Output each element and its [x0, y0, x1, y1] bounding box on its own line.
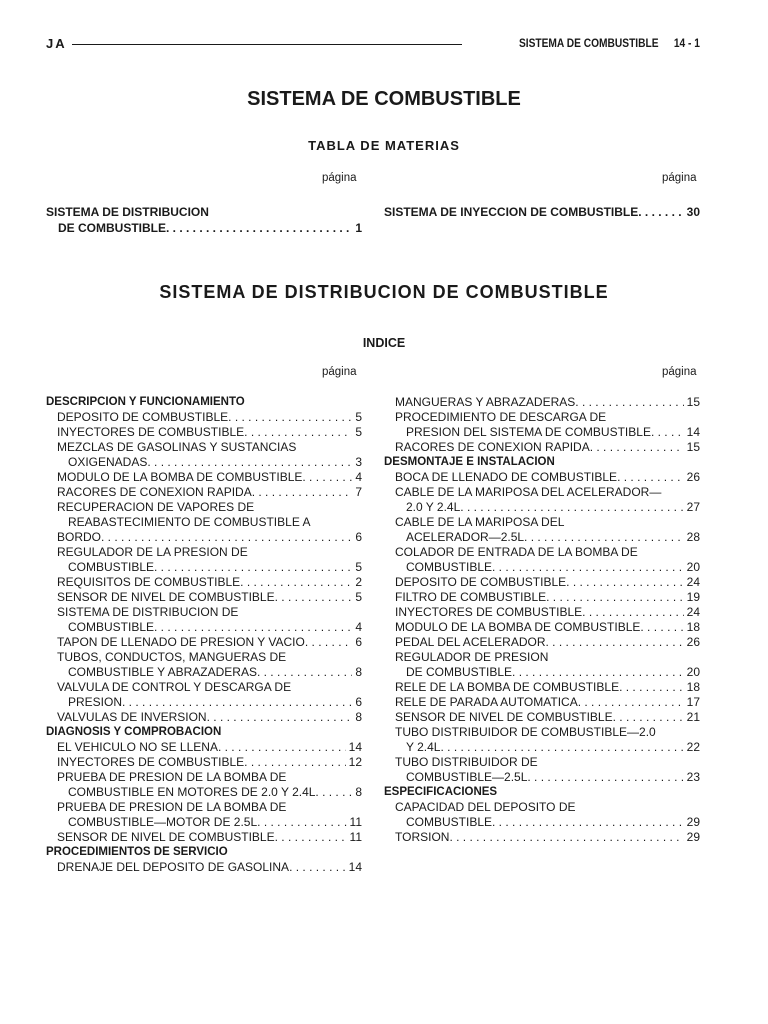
leader-dots [527, 770, 683, 785]
index-page-number: 3 [355, 455, 362, 469]
index-entry-label: ACELERADOR—2.5L [406, 530, 525, 544]
leader-dots [244, 425, 352, 440]
leader-dots [275, 590, 353, 605]
index-entry-row [395, 770, 700, 785]
index-entry-label: BOCA DE LLENADO DE COMBUSTIBLE [395, 470, 618, 484]
index-entry-row [395, 620, 700, 635]
index-entry[interactable] [46, 500, 362, 545]
index-entry[interactable] [384, 590, 700, 605]
index-entry-label: COMBUSTIBLE—MOTOR DE 2.5L [68, 815, 258, 829]
index-entry-row [57, 860, 362, 875]
leader-dots [240, 575, 352, 590]
index-page-number: 4 [355, 620, 362, 634]
index-page-number: 6 [355, 635, 362, 649]
index-entry[interactable] [384, 725, 700, 755]
index-page-number: 27 [686, 500, 700, 514]
index-page-number: 11 [349, 815, 362, 829]
index-entry-label: DE COMBUSTIBLE [406, 665, 513, 679]
index-entry[interactable] [46, 410, 362, 425]
section-title: SISTEMA DE DISTRIBUCION DE COMBUSTIBLE [159, 282, 609, 302]
index-entry-row [395, 605, 700, 620]
index-entry-label: PRESION [68, 695, 123, 709]
index-entry[interactable] [384, 680, 700, 695]
index-page-number: 5 [355, 590, 362, 604]
index-entry[interactable] [46, 440, 362, 470]
leader-dots [524, 530, 684, 545]
index-entry[interactable] [384, 470, 700, 485]
index-entry-row [395, 680, 700, 695]
index-entry[interactable] [46, 650, 362, 680]
toc-line: SISTEMA DE DISTRIBUCION [46, 205, 209, 219]
index-entry-row [395, 500, 700, 515]
index-page-number: 6 [355, 695, 362, 709]
index-page-number: 19 [686, 590, 700, 604]
leader-dots [492, 560, 684, 575]
leader-dots [651, 425, 684, 440]
leader-dots [154, 560, 352, 575]
index-entry-label: MODULO DE LA BOMBA DE COMBUSTIBLE [57, 470, 303, 484]
index-entry-label: COMBUSTIBLE [68, 620, 155, 634]
index-entry[interactable] [384, 410, 700, 440]
index-entry-label: SENSOR DE NIVEL DE COMBUSTIBLE [57, 590, 275, 604]
index-entry-row [57, 815, 362, 830]
running-header [46, 36, 700, 54]
index-entry[interactable] [46, 800, 362, 830]
header-page-number: 14 - 1 [673, 36, 700, 50]
leader-dots [546, 635, 684, 650]
index-page-number: 22 [686, 740, 700, 754]
index-entry-label: COMBUSTIBLE [68, 560, 155, 574]
index-entry-label: INYECTORES DE COMBUSTIBLE [57, 755, 245, 769]
leader-dots [257, 815, 346, 830]
toc-label: DE COMBUSTIBLE [58, 221, 166, 235]
index-entry-line: REABASTECIMIENTO DE COMBUSTIBLE A [68, 515, 311, 529]
index-entry-row [395, 575, 700, 590]
leader-dots [492, 815, 684, 830]
index-page-number: 12 [348, 755, 362, 769]
index-entry-label: TORSION [395, 830, 450, 844]
index-page-number: 24 [686, 575, 700, 589]
index-entry-row [57, 620, 362, 635]
leader-dots [154, 620, 352, 635]
index-column-right [384, 395, 700, 845]
index-entry-label: FILTRO DE COMBUSTIBLE [395, 590, 547, 604]
index-entry-label: RACORES DE CONEXION RAPIDA [395, 440, 590, 454]
index-entry[interactable] [384, 635, 700, 650]
index-page-number: 15 [686, 440, 700, 454]
index-page-number: 24 [686, 605, 700, 619]
index-entry[interactable] [46, 425, 362, 440]
index-entry-row [57, 575, 362, 590]
index-entry-line: PROCEDIMIENTO DE DESCARGA DE [395, 410, 607, 424]
leader-dots [613, 710, 684, 725]
index-entry[interactable] [384, 710, 700, 725]
index-page-number: 23 [686, 770, 700, 784]
index-entry[interactable] [46, 755, 362, 770]
index-entry-label: TAPON DE LLENADO DE PRESION Y VACIO [57, 635, 305, 649]
index-page-number: 17 [686, 695, 700, 709]
index-entry-row [395, 635, 700, 650]
index-entry[interactable] [46, 830, 362, 845]
index-group-heading: PROCEDIMIENTOS DE SERVICIO [46, 846, 228, 858]
index-entry-label: PEDAL DEL ACELERADOR [395, 635, 546, 649]
index-entry-line: REGULADOR DE LA PRESION DE [57, 545, 248, 559]
index-entry[interactable] [384, 545, 700, 575]
index-entry-line: SISTEMA DE DISTRIBUCION DE [57, 605, 239, 619]
index-page-number: 14 [348, 740, 362, 754]
index-entry-line: CAPACIDAD DEL DEPOSITO DE [395, 800, 576, 814]
toc-page-number: 1 [355, 221, 362, 235]
leader-dots [582, 605, 683, 620]
index-entry[interactable] [384, 395, 700, 410]
leader-dots [228, 410, 352, 425]
index-entry-line: TUBO DISTRIBUIDOR DE COMBUSTIBLE—2.0 [395, 725, 656, 739]
index-entry-label: Y 2.4L [406, 740, 441, 754]
index-entry-line: RECUPERACION DE VAPORES DE [57, 500, 255, 514]
index-entry-label: DRENAJE DEL DEPOSITO DE GASOLINA [57, 860, 290, 874]
index-entry-line: TUBOS, CONDUCTOS, MANGUERAS DE [57, 650, 287, 664]
index-entry-row [395, 395, 700, 410]
index-entry-label: COMBUSTIBLE—2.5L [406, 770, 528, 784]
index-entry-row [57, 455, 362, 470]
index-entry-label: 2.0 Y 2.4L [406, 500, 461, 514]
index-entry-row [395, 440, 700, 455]
index-entry-line: TUBO DISTRIBUIDOR DE [395, 755, 538, 769]
index-entry-row [395, 740, 700, 755]
index-entry-label: INYECTORES DE COMBUSTIBLE [57, 425, 245, 439]
toc-row [384, 204, 700, 220]
index-page-number: 28 [686, 530, 700, 544]
index-page-number: 15 [686, 395, 700, 409]
index-entry-row [57, 695, 362, 710]
index-entry[interactable] [384, 575, 700, 590]
index-page-number: 8 [355, 665, 362, 679]
index-entry-label: RELE DE PARADA AUTOMATICA [395, 695, 578, 709]
index-entry-line: COLADOR DE ENTRADA DE LA BOMBA DE [395, 545, 638, 559]
leader-dots [449, 830, 683, 845]
index-entry-label: COMBUSTIBLE [406, 815, 493, 829]
index-entry-row [57, 665, 362, 680]
index-entry-line: CABLE DE LA MARIPOSA DEL ACELERADOR— [395, 485, 662, 499]
index-page-number: 26 [686, 635, 700, 649]
leader-dots [575, 395, 683, 410]
header-section-title: SISTEMA DE COMBUSTIBLE [519, 36, 659, 50]
toc-page-label-right: página [662, 172, 697, 184]
index-entry[interactable] [384, 755, 700, 785]
index-entry[interactable] [384, 440, 700, 455]
index-entry-row [57, 755, 362, 770]
index-page-number: 5 [355, 410, 362, 424]
toc-row [46, 220, 362, 236]
index-entry-row [395, 815, 700, 830]
index-entry-row [395, 530, 700, 545]
index-entry-label: PRESION DEL SISTEMA DE COMBUSTIBLE [406, 425, 651, 439]
index-page-number: 8 [355, 785, 362, 799]
index-entry-row [395, 665, 700, 680]
index-entry-row [395, 830, 700, 845]
index-page-number: 20 [686, 665, 700, 679]
index-entry-label: DEPOSITO DE COMBUSTIBLE [395, 575, 567, 589]
index-page-number: 14 [686, 425, 700, 439]
index-entry-label: RELE DE LA BOMBA DE COMBUSTIBLE [395, 680, 620, 694]
index-entry[interactable] [46, 710, 362, 725]
leader-dots [101, 530, 352, 545]
leader-dots [166, 220, 351, 236]
index-entry-row [57, 635, 362, 650]
index-entry-row [395, 425, 700, 440]
index-page-number: 21 [686, 710, 700, 724]
leader-dots [147, 455, 352, 470]
index-entry-label: COMBUSTIBLE EN MOTORES DE 2.0 Y 2.4L [68, 785, 316, 799]
toc-page-label-left: página [322, 172, 357, 184]
index-entry-label: DEPOSITO DE COMBUSTIBLE [57, 410, 229, 424]
index-entry-row [57, 830, 362, 845]
leader-dots [638, 204, 682, 220]
index-page-label-right: página [662, 366, 697, 378]
index-entry[interactable] [384, 485, 700, 515]
index-entry-label: COMBUSTIBLE Y ABRAZADERAS [68, 665, 257, 679]
index-entry-label: SENSOR DE NIVEL DE COMBUSTIBLE [57, 830, 275, 844]
toc-entry-right[interactable] [384, 204, 700, 220]
leader-dots [617, 470, 684, 485]
leader-dots [460, 500, 683, 515]
index-entry-line: VALVULA DE CONTROL Y DESCARGA DE [57, 680, 292, 694]
index-entry[interactable] [46, 485, 362, 500]
index-entry-label: INYECTORES DE COMBUSTIBLE [395, 605, 583, 619]
index-entry-row [57, 710, 362, 725]
index-page-number: 18 [686, 680, 700, 694]
index-entry-line: PRUEBA DE PRESION DE LA BOMBA DE [57, 770, 287, 784]
index-entry-label: SENSOR DE NIVEL DE COMBUSTIBLE [395, 710, 613, 724]
index-page-number: 29 [686, 830, 700, 844]
leader-dots [590, 440, 684, 455]
leader-dots [578, 695, 684, 710]
index-entry-label: COMBUSTIBLE [406, 560, 493, 574]
index-group-heading: DESCRIPCION Y FUNCIONAMIENTO [46, 396, 245, 408]
index-page-number: 4 [355, 470, 362, 484]
index-entry-row [57, 470, 362, 485]
leader-dots [302, 470, 352, 485]
index-entry-row [395, 695, 700, 710]
toc-page-number: 30 [686, 205, 700, 219]
leader-dots [566, 575, 683, 590]
page-title: SISTEMA DE COMBUSTIBLE [247, 88, 521, 110]
index-group-heading: DIAGNOSIS Y COMPROBACION [46, 726, 222, 738]
index-entry-label: VALVULAS DE INVERSION [57, 710, 207, 724]
index-page-number: 20 [686, 560, 700, 574]
index-entry[interactable] [384, 605, 700, 620]
index-entry-row [395, 560, 700, 575]
index-entry-row [57, 410, 362, 425]
index-page-number: 8 [355, 710, 362, 724]
index-entry[interactable] [46, 545, 362, 575]
index-entry-label: EL VEHICULO NO SE LLENA [57, 740, 218, 754]
index-entry[interactable] [46, 860, 362, 875]
index-entry-line: REGULADOR DE PRESION [395, 650, 549, 664]
leader-dots [244, 755, 345, 770]
toc-label: SISTEMA DE INYECCION DE COMBUSTIBLE [384, 205, 639, 219]
index-page-label-left: página [322, 366, 357, 378]
leader-dots [619, 680, 684, 695]
index-entry-row [395, 710, 700, 725]
index-page-number: 26 [686, 470, 700, 484]
index-entry[interactable] [46, 635, 362, 650]
header-code: JA [46, 36, 67, 51]
index-entry[interactable] [46, 470, 362, 485]
index-entry[interactable] [384, 800, 700, 830]
index-entry[interactable] [384, 620, 700, 635]
leader-dots [275, 830, 347, 845]
index-entry[interactable] [384, 515, 700, 545]
index-entry-label: MANGUERAS Y ABRAZADERAS [395, 395, 576, 409]
index-heading: INDICE [362, 336, 406, 350]
index-group-heading: DESMONTAJE E INSTALACION [384, 456, 555, 468]
index-entry-label: OXIGENADAS [68, 455, 148, 469]
leader-dots [252, 485, 353, 500]
index-entry-label: REQUISITOS DE COMBUSTIBLE [57, 575, 241, 589]
leader-dots [640, 620, 683, 635]
index-entry[interactable] [384, 695, 700, 710]
leader-dots [122, 695, 352, 710]
index-entry[interactable] [46, 770, 362, 800]
index-entry-label: RACORES DE CONEXION RAPIDA [57, 485, 252, 499]
index-entry-row [395, 470, 700, 485]
toc-entry-left[interactable] [46, 204, 362, 236]
index-column-left [46, 395, 362, 875]
leader-dots [512, 665, 684, 680]
index-entry-row [57, 425, 362, 440]
index-page-number: 18 [686, 620, 700, 634]
index-entry-label: MODULO DE LA BOMBA DE COMBUSTIBLE [395, 620, 641, 634]
index-entry[interactable] [46, 680, 362, 710]
index-page-number: 7 [355, 485, 362, 499]
leader-dots [440, 740, 683, 755]
leader-dots [305, 635, 352, 650]
index-page-number: 5 [355, 425, 362, 439]
index-entry-line: PRUEBA DE PRESION DE LA BOMBA DE [57, 800, 287, 814]
contents-heading: TABLA DE MATERIAS [308, 138, 460, 153]
index-entry[interactable] [384, 830, 700, 845]
leader-dots [315, 785, 352, 800]
leader-dots [218, 740, 346, 755]
index-group-heading: ESPECIFICACIONES [384, 786, 498, 798]
index-entry[interactable] [46, 590, 362, 605]
header-right [519, 36, 700, 50]
index-entry-line: CABLE DE LA MARIPOSA DEL [395, 515, 565, 529]
index-entry-line: MEZCLAS DE GASOLINAS Y SUSTANCIAS [57, 440, 297, 454]
index-page-number: 29 [686, 815, 700, 829]
index-entry[interactable] [46, 575, 362, 590]
index-page-number: 14 [348, 860, 362, 874]
index-page-number: 11 [349, 830, 362, 844]
index-entry-row [57, 485, 362, 500]
index-entry-row [57, 590, 362, 605]
index-entry-row [57, 530, 362, 545]
header-rule [72, 44, 462, 45]
index-entry-row [57, 560, 362, 575]
index-page-number: 2 [355, 575, 362, 589]
leader-dots [289, 860, 346, 875]
index-entry-row [57, 740, 362, 755]
leader-dots [546, 590, 684, 605]
index-entry[interactable] [384, 650, 700, 680]
index-page-number: 6 [355, 530, 362, 544]
index-page-number: 5 [355, 560, 362, 574]
index-entry[interactable] [46, 740, 362, 755]
leader-dots [257, 665, 352, 680]
index-entry-label: BORDO [57, 530, 102, 544]
leader-dots [207, 710, 353, 725]
index-entry-row [395, 590, 700, 605]
index-entry-row [57, 785, 362, 800]
index-entry[interactable] [46, 605, 362, 635]
